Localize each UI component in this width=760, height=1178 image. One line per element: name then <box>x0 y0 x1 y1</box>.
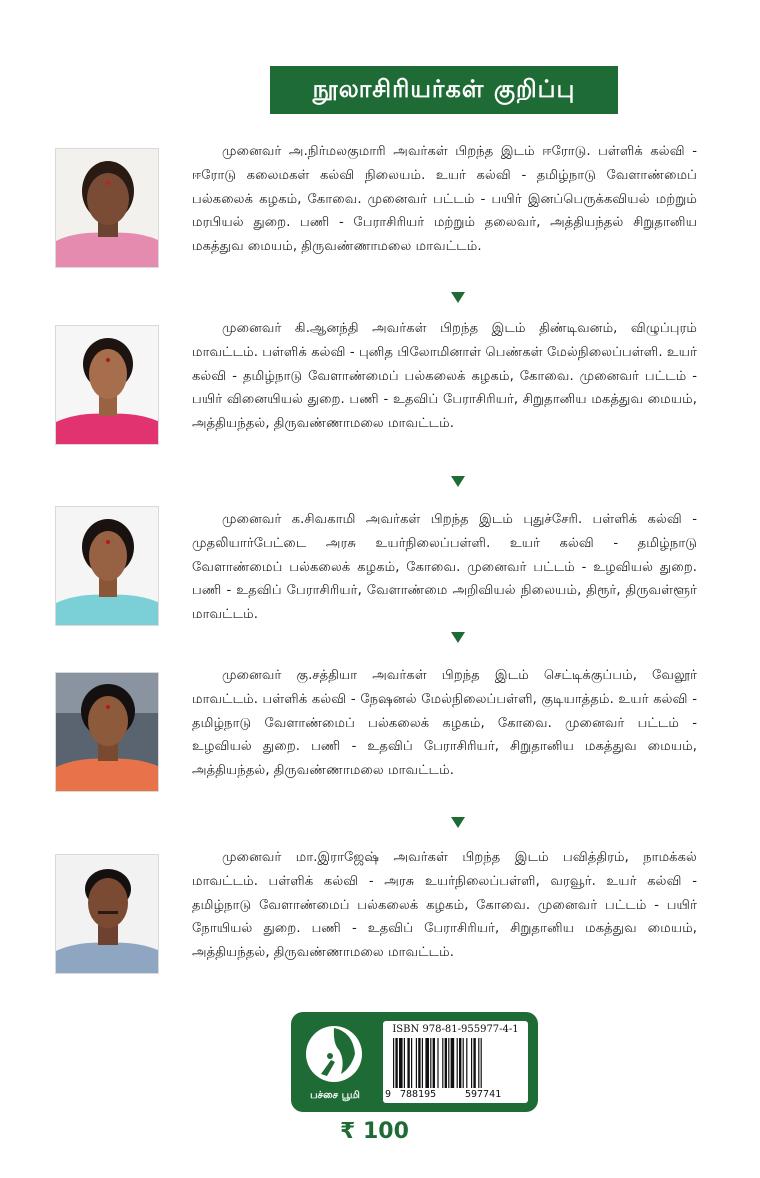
author-bio: முனைவர் கி.ஆனந்தி அவர்கள் பிறந்த இடம் திண்டிவனம், விழுப்புரம் மாவட்டம். பள்ளிக் கல்வி - புனித பிலோமினாள் பெண்கள் மேல்நிலைப்பள்ளி. உயர் கல்வி - தமிழ்நாடு வேளாண்மைப் பல்கலைக் கழகம், கோவை. முனைவர் பட்டம் - பயிர் வினையியல் துறை. பணி - உதவிப் பேராசிரியர், சிறுதானிய மகத்துவ மையம், அத்தியந்தல், திருவண்ணாமலை மாவட்டம். <box>192 321 697 432</box>
publisher-barcode-panel <box>291 1012 538 1112</box>
author-bio: முனைவர் க.சிவகாமி அவர்கள் பிறந்த இடம் புதுச்சேரி. பள்ளிக் கல்வி - முதலியார்பேட்டை அரசு உயர்நிலைப்பள்ளி. உயர் கல்வி - தமிழ்நாடு வேளாண்மைப் பல்கலைக் கழகம், கோவை. முனைவர் பட்டம் - உழவியல் துறை. பணி - உதவிப் பேராசிரியர், வேளாண்மை அறிவியல் நிலையம், திரூர், திருவள்ளூர் மாவட்டம். <box>192 512 697 623</box>
publisher-name: பச்சை பூமி <box>310 1090 360 1101</box>
barcode-digits-left: 788195 <box>400 1089 437 1100</box>
author-photo <box>55 854 159 974</box>
page-title: நூலாசிரியர்கள் குறிப்பு <box>270 66 618 114</box>
barcode-bars-icon <box>391 1038 521 1088</box>
separator-triangle-icon <box>451 292 465 303</box>
separator-triangle-icon <box>451 632 465 643</box>
isbn-text: ISBN 978-81-955977-4-1 <box>392 1024 519 1035</box>
author-bio: முனைவர் கு.சத்தியா அவர்கள் பிறந்த இடம் செட்டிக்குப்பம், வேலூர் மாவட்டம். பள்ளிக் கல்வி - நேஷனல் மேல்நிலைப்பள்ளி, குடியாத்தம். உயர் கல்வி - தமிழ்நாடு வேளாண்மைப் பல்கலைக் கழகம், கோவை. முனைவர் பட்டம் - உழவியல் துறை. பணி - உதவிப் பேராசிரியர், சிறுதானிய மகத்துவ மையம், அத்தியந்தல், திருவண்ணாமலை மாவட்டம். <box>192 668 697 779</box>
separator-triangle-icon <box>451 817 465 828</box>
author-photo <box>55 672 159 792</box>
author-photo <box>55 506 159 626</box>
author-photo <box>55 325 159 445</box>
price-label: ₹ 100 <box>340 1119 409 1144</box>
barcode-digit-prefix: 9 <box>385 1089 392 1100</box>
author-photo <box>55 148 159 268</box>
author-bio: முனைவர் அ.நிர்மலகுமாரி அவர்கள் பிறந்த இடம் ஈரோடு. பள்ளிக் கல்வி - ஈரோடு கலைமகள் கல்வி நிலையம். உயர் கல்வி - தமிழ்நாடு வேளாண்மைப் பல்கலைக் கழகம், கோவை. முனைவர் பட்டம் - பயிர் இனப்பெருக்கவியல் மற்றும் மரபியல் துறை. பணி - பேராசிரியர் மற்றும் தலைவர், அத்தியந்தல் சிறுதானிய மகத்துவ மையம், திருவண்ணாமலை மாவட்டம். <box>192 144 697 255</box>
publisher-logo-icon <box>301 1024 367 1084</box>
separator-triangle-icon <box>451 476 465 487</box>
author-bio: முனைவர் மா.இராஜேஷ் அவர்கள் பிறந்த இடம் பவித்திரம், நாமக்கல் மாவட்டம். பள்ளிக் கல்வி - அரசு உயர்நிலைப்பள்ளி, வரவூர். உயர் கல்வி - தமிழ்நாடு வேளாண்மைப் பல்கலைக் கழகம், கோவை. முனைவர் பட்டம் - பயிர் நோயியல் துறை. பணி - உதவிப் பேராசிரியர், சிறுதானிய மகத்துவ மையம், அத்தியந்தல், திருவண்ணாமலை மாவட்டம். <box>192 850 697 961</box>
barcode <box>383 1021 528 1103</box>
barcode-digits-right: 597741 <box>465 1089 502 1100</box>
